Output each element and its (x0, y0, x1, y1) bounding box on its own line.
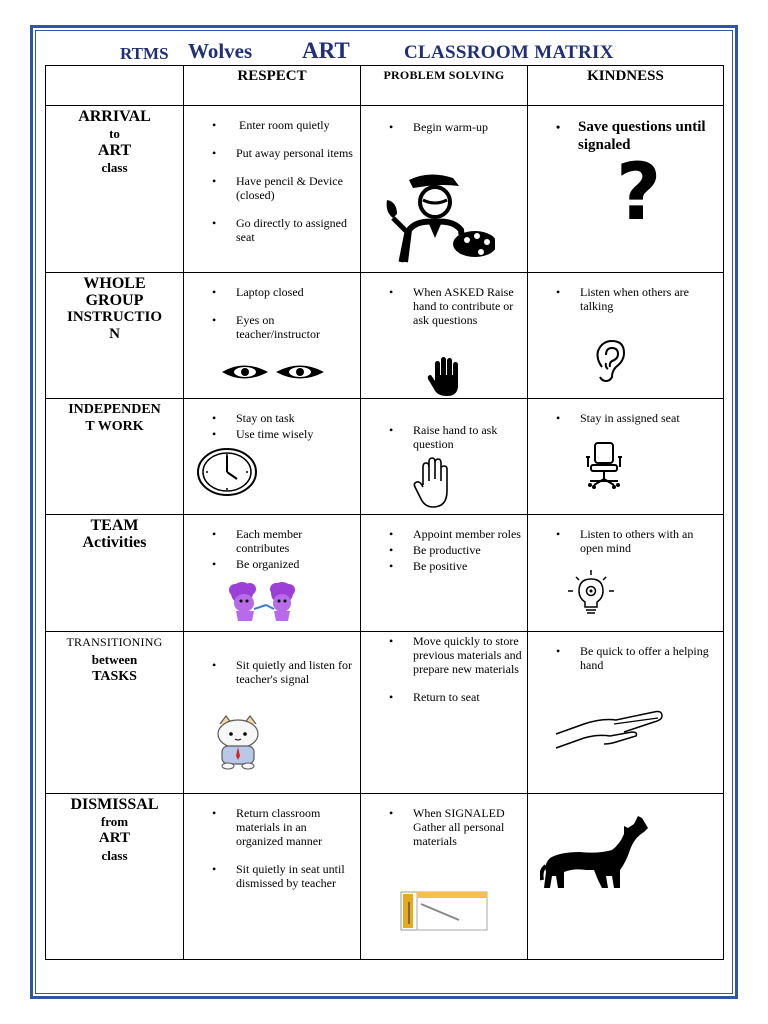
cell-dismissal-problem (361, 794, 528, 960)
header-respect: RESPECT (184, 66, 361, 106)
cell-arrival-respect (184, 106, 361, 273)
row-dismissal (46, 794, 724, 960)
cat-sticker-icon (212, 714, 264, 770)
row-label-dismissal: DISMISSAL from ART class (46, 794, 184, 960)
cell-team-respect (184, 515, 361, 632)
office-chair-icon (582, 441, 626, 489)
row-label-team: TEAM Activities (46, 515, 184, 632)
title-school: RTMS (120, 44, 169, 63)
list-item: • Be quick to offer a helping hand (536, 644, 719, 672)
hand-outline-icon (413, 457, 459, 509)
title-subject: ART (302, 38, 350, 63)
row-whole-group (46, 273, 724, 399)
cell-independent-respect (184, 399, 361, 515)
list-item: • Listen when others are talking (536, 285, 719, 313)
header-kindness: KINDNESS (528, 66, 724, 106)
row-independent-work (46, 399, 724, 515)
list-item: • Return to seat (369, 690, 523, 704)
list-item: • Return classroom materials in an organized manner (192, 806, 356, 848)
list-item: • Listen to others with an open mind (536, 527, 719, 555)
row-arrival (46, 106, 724, 273)
list-item: • Begin warm-up (369, 120, 523, 134)
list-item: • Move quickly to store previous materials and prepare new materials (369, 634, 523, 676)
question-mark-icon: ? (616, 148, 662, 238)
ear-icon (594, 339, 628, 383)
header-empty (46, 66, 184, 106)
list-item: • Have pencil & Device (closed) (192, 174, 356, 202)
lightbulb-gear-icon (566, 569, 616, 617)
cell-dismissal-respect (184, 794, 361, 960)
list-item: • Be positive (369, 559, 523, 573)
row-label-transitioning: TRANSITIONING between TASKS (46, 632, 184, 794)
list-item: • Use time wisely (192, 427, 356, 441)
cell-arrival-kindness (528, 106, 724, 273)
list-item: • Eyes on teacher/instructor (192, 313, 356, 341)
row-label-independent-work: INDEPENDEN T WORK (46, 399, 184, 515)
cell-dismissal-kindness (528, 794, 724, 960)
list-item: • Sit quietly in seat until dismissed by teacher (192, 862, 356, 890)
open-hand-icon (554, 710, 664, 750)
cell-transitioning-respect (184, 632, 361, 794)
list-item: • Stay on task (192, 411, 356, 425)
list-item: • Be organized (192, 557, 356, 571)
page-title (40, 38, 728, 66)
cell-independent-kindness (528, 399, 724, 515)
list-item: • Be productive (369, 543, 523, 557)
materials-icon (399, 890, 489, 934)
list-item: • Appoint member roles (369, 527, 523, 541)
list-item: • Save questions until signaled (536, 118, 719, 154)
title-doc: CLASSROOM MATRIX (404, 42, 614, 63)
list-item: • Raise hand to ask question (369, 423, 523, 451)
raised-hand-icon (427, 355, 465, 397)
row-label-arrival: ARRIVAL to ART class (46, 106, 184, 273)
list-item: • Go directly to assigned seat (192, 216, 356, 244)
clock-icon (196, 447, 258, 497)
row-team (46, 515, 724, 632)
cell-arrival-problem (361, 106, 528, 273)
classroom-matrix-table (45, 65, 724, 960)
cell-transitioning-problem (361, 632, 528, 794)
list-item: • Laptop closed (192, 285, 356, 299)
list-item: • When SIGNALED Gather all personal materials (369, 806, 523, 848)
row-transitioning (46, 632, 724, 794)
howling-wolf-icon (540, 814, 650, 894)
title-team: Wolves (188, 39, 253, 63)
list-item: • Enter room quietly (192, 118, 356, 132)
cell-independent-problem (361, 399, 528, 515)
list-item: • Stay in assigned seat (536, 411, 719, 425)
list-item: • Sit quietly and listen for teacher's signal (192, 658, 356, 686)
list-item: • Put away personal items (192, 146, 356, 160)
header-problem-solving: PROBLEM SOLVING (361, 66, 528, 106)
row-label-whole-group: WHOLE GROUP INSTRUCTIO N (46, 273, 184, 399)
list-item: • Each member contributes (192, 527, 356, 555)
team-characters-icon (226, 581, 300, 623)
cell-whole-group-problem (361, 273, 528, 399)
cell-transitioning-kindness (528, 632, 724, 794)
cell-team-kindness (528, 515, 724, 632)
list-item: • When ASKED Raise hand to contribute or ask questions (369, 285, 523, 327)
eyes-icon (220, 361, 330, 383)
header-row (46, 66, 724, 106)
artist-icon (383, 172, 495, 264)
cell-whole-group-respect (184, 273, 361, 399)
cell-team-problem (361, 515, 528, 632)
cell-whole-group-kindness (528, 273, 724, 399)
